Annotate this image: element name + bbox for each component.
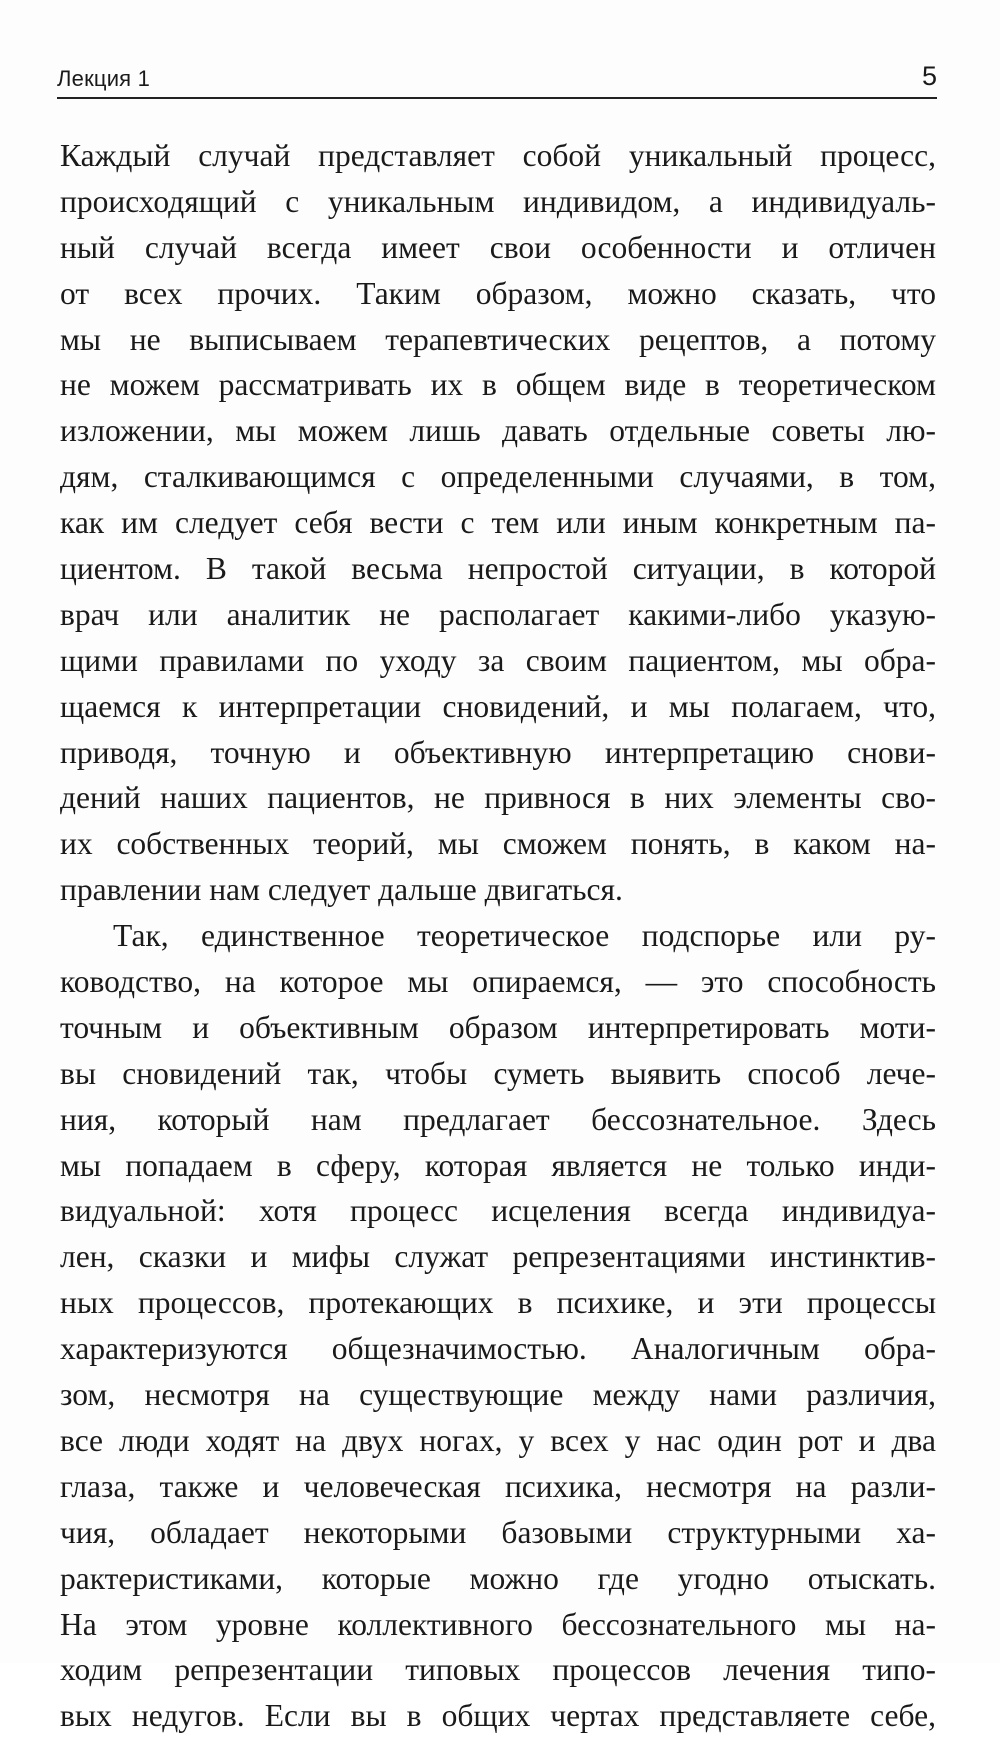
paragraph-2 [60,913,936,1739]
body-text [60,133,936,1739]
text-line: вых недугов. Если вы в общих чертах представляете себе, [60,1698,936,1734]
text-line: чия, обладает некоторыми базовыми структурными ха- [60,1514,936,1550]
page-number: 5 [921,61,937,91]
text-line: Так, единственное теоретическое подспорье или ру- [113,918,936,954]
text-line: не можем рассматривать их в общем виде в теоретическом [60,367,936,403]
paragraph-1 [60,133,936,913]
text-line: ния, который нам предлагает бессознательное. Здесь [60,1101,936,1137]
text-line: ководство, на которое мы опираемся, — это способность [60,964,936,1000]
text-line: дений наших пациентов, не привнося в них элементы сво- [60,780,936,816]
chapter-title: Лекция 1 [57,66,151,91]
text-line: ходим репрезентации типовых процессов лечения типо- [60,1652,936,1688]
text-line: Каждый случай представляет собой уникальный процесс, [60,138,936,173]
text-line: изложении, мы можем лишь давать отдельные советы лю- [60,413,936,449]
text-line: ных процессов, протекающих в психике, и эти процессы [60,1285,936,1321]
text-line: от всех прочих. Таким образом, можно сказать, что [60,275,936,311]
header-rule [57,97,937,99]
text-line: циентом. В такой весьма непростой ситуации, в которой [60,551,936,587]
text-line: зом, несмотря на существующие между нами различия, [60,1377,936,1413]
text-line: ный случай всегда имеет свои особенности и отличен [60,229,936,265]
text-line: видуальной: хотя процесс исцеления всегда индивидуа- [60,1193,936,1229]
text-line: лен, сказки и мифы служат репрезентациями инстинктив- [60,1239,936,1275]
text-line: дям, сталкивающимся с определенными случаями, в том, [60,459,936,495]
text-line: происходящий с уникальным индивидом, а индивидуаль- [60,183,936,219]
text-line: щими правилами по уходу за своим пациентом, мы обра- [60,642,936,678]
text-line: приводя, точную и объективную интерпретацию снови- [60,734,936,770]
text-line: мы попадаем в сферу, которая является не только инди- [60,1147,936,1183]
text-line: характеризуются общезначимостью. Аналогичным обра- [60,1331,936,1367]
running-header [57,58,937,98]
text-line: глаза, также и человеческая психика, несмотря на разли- [60,1468,936,1504]
text-line: вы сновидений так, чтобы суметь выявить способ лече- [60,1055,936,1091]
text-line: врач или аналитик не располагает какими-либо указую- [60,596,936,632]
text-line: мы не выписываем терапевтических рецептов, а потому [60,321,936,357]
text-line: все люди ходят на двух ногах, у всех у нас один рот и два [60,1422,936,1458]
text-line: их собственных теорий, мы сможем понять, в каком на- [60,826,936,862]
text-line: точным и объективным образом интерпретировать моти- [60,1009,936,1045]
text-line: щаемся к интерпретации сновидений, и мы полагаем, что, [60,688,936,724]
text-line: На этом уровне коллективного бессознательного мы на- [60,1606,936,1642]
text-line: рактеристиками, которые можно где угодно отыскать. [60,1560,936,1596]
text-line: как им следует себя вести с тем или иным конкретным па- [60,505,936,541]
text-line: правлении нам следует дальше двигаться. [60,872,623,908]
